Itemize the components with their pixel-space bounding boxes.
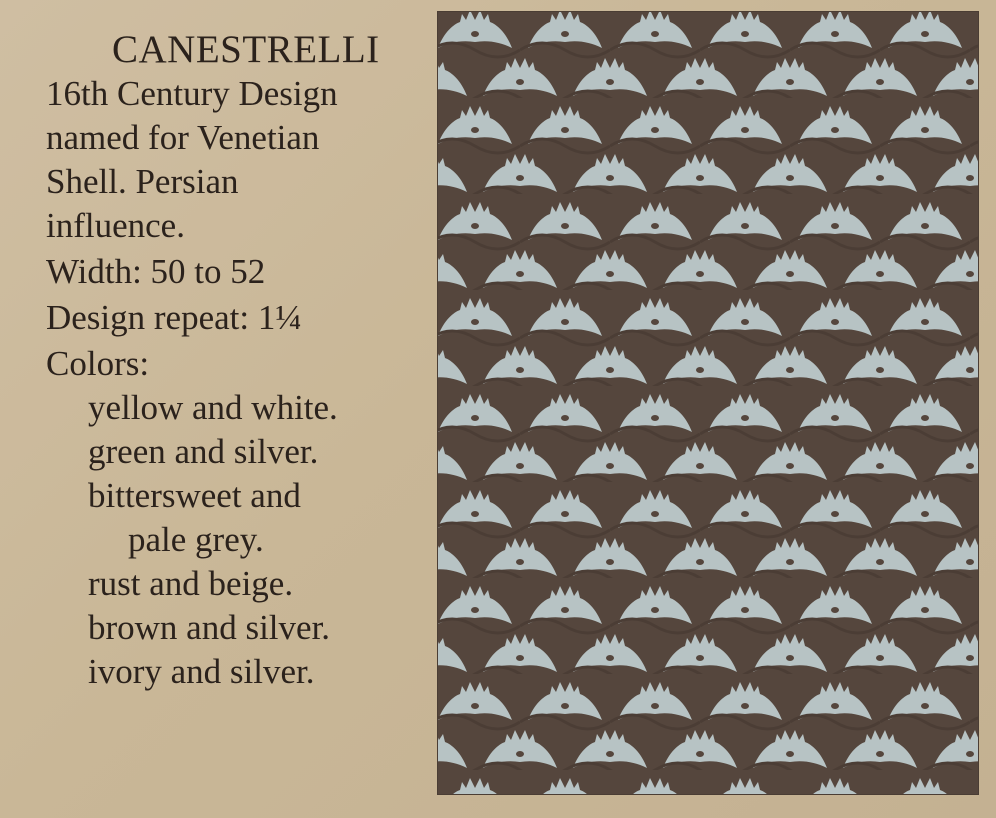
description-line: 16th Century Design (46, 74, 338, 113)
color-option: yellow and white. (88, 388, 338, 427)
color-option: green and silver. (88, 432, 319, 471)
color-option-continued: pale grey. (128, 520, 264, 559)
color-option: brown and silver. (88, 608, 331, 647)
description-line: named for Venetian (46, 118, 320, 157)
fabric-swatch (438, 12, 978, 794)
description-line: Shell. Persian (46, 162, 239, 201)
description-line: influence. (46, 206, 185, 245)
text-panel (46, 20, 426, 694)
color-option: rust and beige. (88, 564, 294, 603)
width-spec: Width: 50 to 52 (46, 252, 266, 291)
fabric-swatch-pattern (438, 12, 978, 794)
color-option: bittersweet and (88, 476, 301, 515)
pattern-title: CANESTRELLI (112, 28, 380, 71)
repeat-spec: Design repeat: 1¼ (46, 298, 302, 337)
color-option: ivory and silver. (88, 652, 315, 691)
colors-label: Colors: (46, 344, 150, 383)
